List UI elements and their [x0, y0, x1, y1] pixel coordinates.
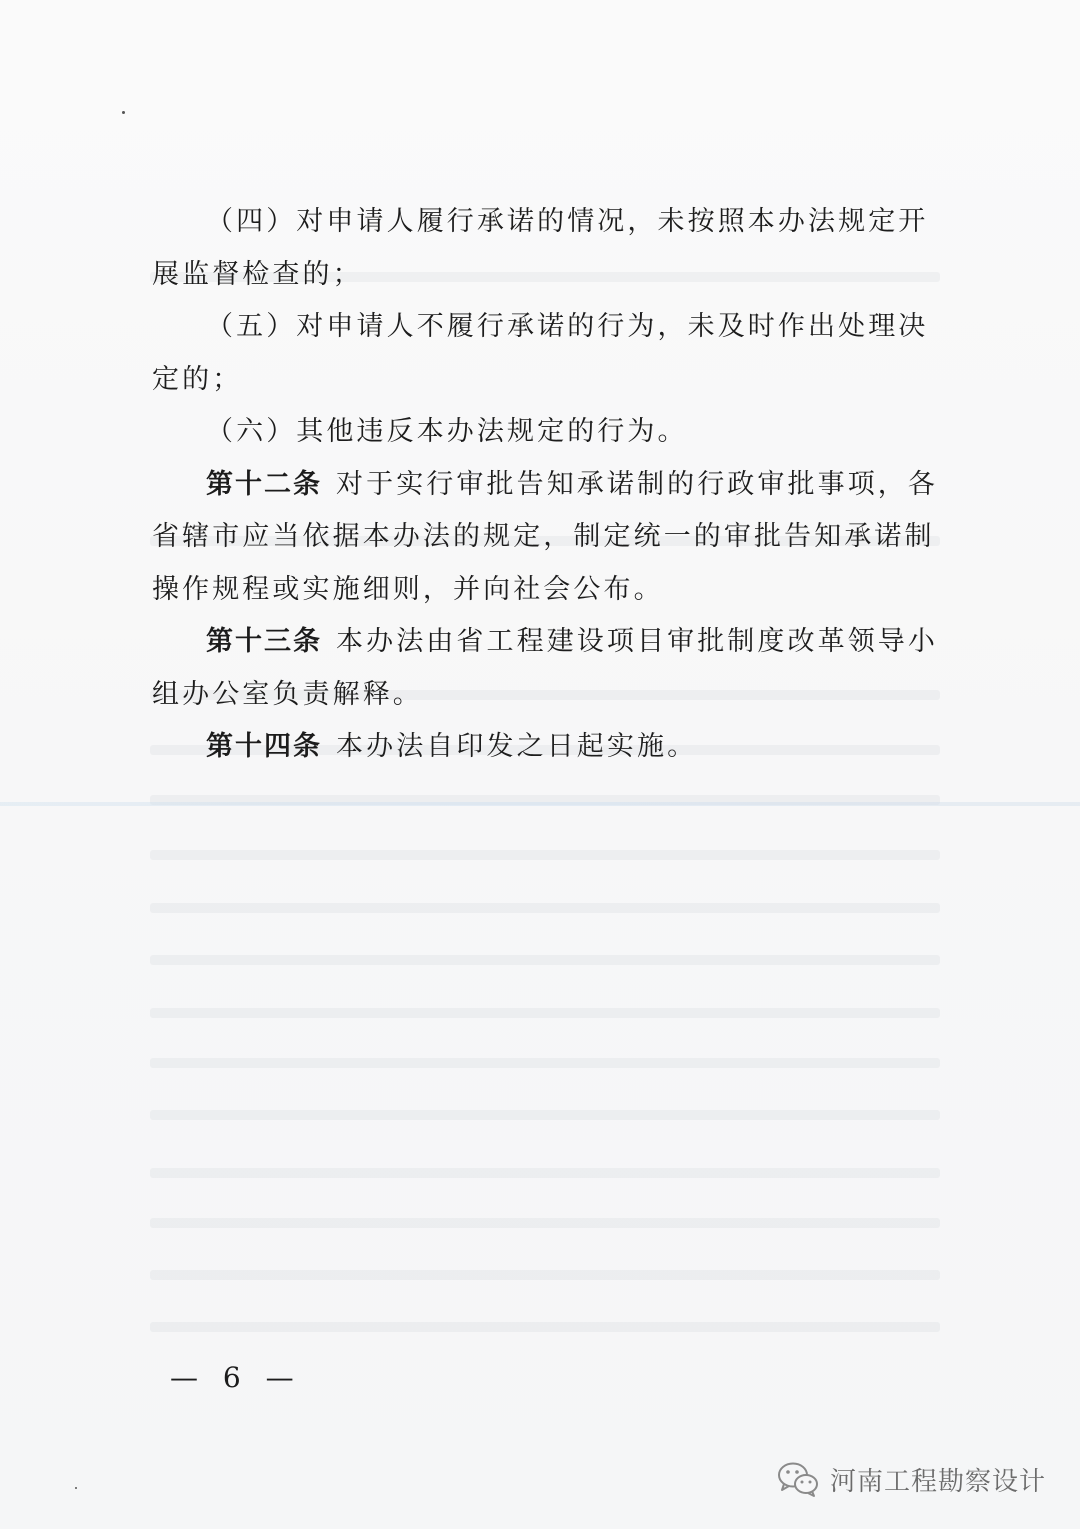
paragraph-text: 对于实行审批告知承诺制的行政审批事项，各省辖市应当依据本办法的规定，制定统一的审批告知承诺制操作规程或实施细则，并向社会公布。 [152, 468, 938, 605]
paragraph-article-14 [152, 721, 952, 774]
article-number: 第十三条 [206, 626, 322, 657]
article-number: 第十二条 [206, 468, 322, 500]
bleed-through-line [150, 1218, 940, 1228]
bleed-through-line [150, 1110, 940, 1120]
page-number: — 6 — [170, 1361, 302, 1394]
paragraph-text: （五）对申请人不履行承诺的行为，未及时作出处理决定的； [152, 311, 929, 395]
paper-speck [122, 111, 125, 114]
article-number: 第十四条 [206, 731, 322, 762]
account-watermark [776, 1457, 1046, 1501]
paragraph-article-13 [152, 616, 952, 721]
paper-speck [75, 1487, 77, 1489]
bleed-through-line [150, 955, 940, 965]
bleed-through-line [150, 903, 940, 913]
bleed-through-line [150, 1270, 940, 1280]
paragraph-item-4 [152, 196, 952, 301]
paragraph-article-12 [152, 459, 952, 617]
paragraph-text: （四）对申请人履行承诺的情况，未按照本办法规定开展监督检查的； [152, 206, 929, 290]
bleed-through-line [150, 1058, 940, 1068]
bleed-through-line [150, 1322, 940, 1332]
watermark-text: 河南工程勘察设计 [829, 1466, 1046, 1497]
paragraph-item-5 [152, 301, 952, 406]
paragraph-text: （六）其他违反本办法规定的行为。 [206, 416, 688, 447]
bleed-through-line [150, 850, 940, 860]
paragraph-text: 本办法自印发之日起实施。 [336, 731, 698, 762]
paper-crease [0, 802, 1080, 806]
bleed-through-line [150, 1008, 940, 1018]
document-body [152, 196, 952, 774]
bleed-through-line [150, 1168, 940, 1178]
wechat-icon [776, 1459, 820, 1499]
paragraph-item-6 [152, 406, 952, 459]
paragraph-text: 本办法由省工程建设项目审批制度改革领导小组办公室负责解释。 [152, 626, 938, 710]
